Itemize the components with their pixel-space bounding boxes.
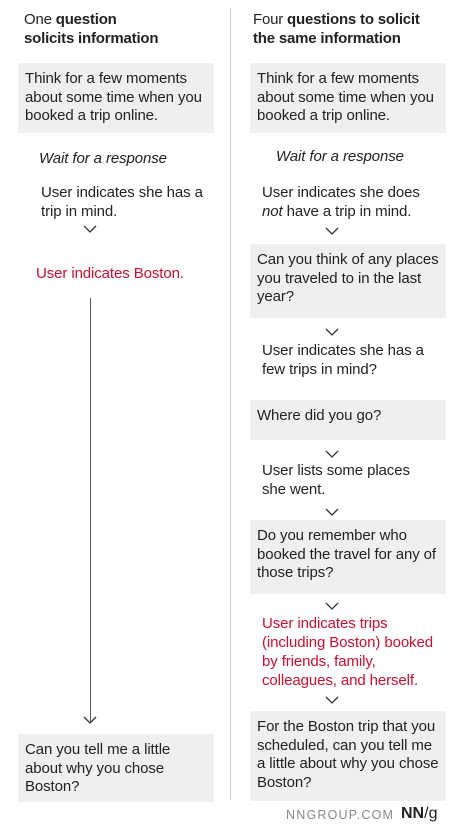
left-header-bold-2: solicits information xyxy=(24,30,159,47)
arrow-down-icon xyxy=(83,716,97,730)
left-header-bold-1: question xyxy=(55,11,117,28)
chevron-down-icon xyxy=(325,696,339,710)
left-header-prefix: One xyxy=(24,11,56,28)
left-question-final: Can you tell me a little about why you chose Boston? xyxy=(18,734,214,802)
chevron-down-icon xyxy=(325,227,339,241)
long-arrow-line xyxy=(90,298,91,722)
right-question-2: Can you think of any places you traveled to in the last year? xyxy=(250,244,446,318)
left-wait-note: Wait for a response xyxy=(39,150,167,167)
chevron-down-icon xyxy=(83,225,97,239)
right-question-4: Do you remember who booked the travel for any of those trips? xyxy=(250,520,446,594)
left-question-1: Think for a few moments about some time when you booked a trip online. xyxy=(18,63,214,133)
right-response-3: User lists some places she went. xyxy=(262,462,410,498)
right-question-1: Think for a few moments about some time when you booked a trip online. xyxy=(250,63,446,133)
footer-site-link[interactable]: NNGROUP.COM xyxy=(286,808,395,822)
right-question-3: Where did you go? xyxy=(250,400,446,440)
left-header xyxy=(24,10,158,48)
emphasis-not: not xyxy=(262,203,283,220)
right-header-prefix: Four xyxy=(253,11,288,28)
column-divider xyxy=(230,8,231,800)
right-response-4: User indicates trips (including Boston) booked by friends, family, colleagues, and herself. xyxy=(262,615,433,689)
right-wait-note: Wait for a response xyxy=(276,148,404,165)
right-header-bold-2: the same information xyxy=(253,30,401,47)
chevron-down-icon xyxy=(325,328,339,342)
right-question-final: For the Boston trip that you scheduled, can you tell me a little about why you chose Boston? xyxy=(250,711,446,801)
left-response-2: User indicates Boston. xyxy=(36,265,184,282)
right-response-1: User indicates she does not have a trip in mind. xyxy=(262,184,420,220)
nng-logo: NN/g xyxy=(401,805,438,822)
right-header-bold-1: questions to solicit xyxy=(287,11,420,28)
right-response-2: User indicates she has a few trips in mind? xyxy=(262,342,424,378)
right-header xyxy=(253,10,420,48)
left-response-1: User indicates she has a trip in mind. xyxy=(41,184,203,220)
